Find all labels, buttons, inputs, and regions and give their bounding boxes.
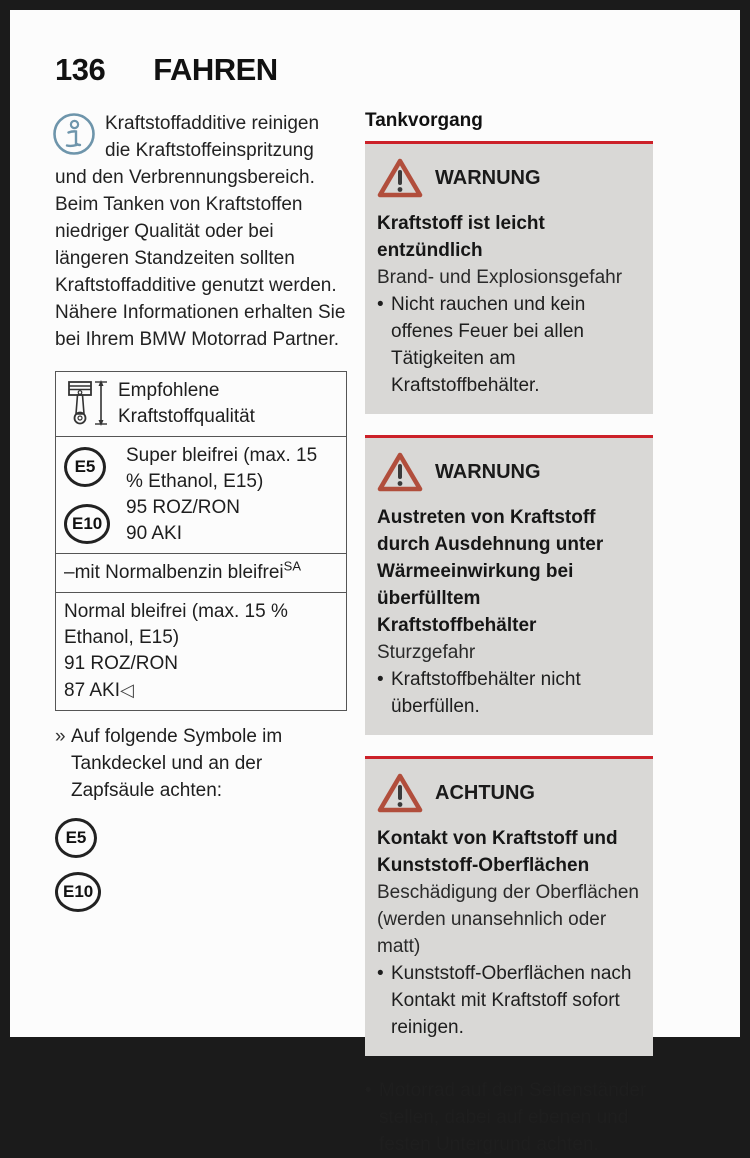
chapter-title: FAHREN: [153, 52, 278, 87]
warning-bullet: [377, 666, 641, 720]
intro-text: Kraftstoffadditive reinigen die Kraftstoffeinspritzung und den Verbrennungsbereich. Beim Tanken von Kraftstoffen niedriger Qualität oder bei längeren Standzeiten sollten Kraftstoffadditive genutzt werden. Nähere Informationen erhalten Sie bei Ihrem BMW Motorrad Partner.: [55, 113, 346, 350]
bullet-text: Nicht rauchen und kein offenes Feuer bei allen Tätigkeiten am Kraftstoffbehälter.: [391, 294, 586, 396]
spec-line: Super bleifrei (max. 15 % Ethanol, E15): [126, 445, 318, 492]
fuel-badge-column: [64, 443, 116, 547]
e10-symbol-icon: E10: [55, 872, 101, 912]
warning-bullet: [377, 291, 641, 399]
spec-line: Normal bleifrei (max. 15 % Ethanol, E15): [64, 601, 288, 648]
e5-badge-icon: E5: [64, 447, 106, 487]
warning-consequence: Sturzgefahr: [377, 642, 476, 663]
note-marker: »: [55, 726, 66, 747]
section-end-marker-icon: ◁: [120, 680, 134, 700]
warning-header: [377, 157, 641, 199]
warning-triangle-icon: [377, 157, 423, 199]
instruction-bullet: [365, 1077, 653, 1158]
warning-title: Kraftstoff ist leicht entzündlich: [377, 213, 545, 261]
warning-consequence: Beschädigung der Oberflächen (werden unansehnlich oder matt): [377, 882, 639, 957]
bullet-dot: •: [365, 1080, 372, 1101]
section-heading: Tankvorgang: [365, 110, 483, 131]
table-row-sa: [56, 553, 346, 592]
intro-paragraph: [55, 110, 347, 353]
caution-box: [365, 756, 653, 1056]
sa-superscript: SA: [283, 558, 301, 574]
warning-label: WARNUNG: [435, 166, 541, 189]
manual-page: [10, 10, 740, 1155]
bullet-dot: •: [377, 294, 384, 315]
spec-line: 95 ROZ/RON: [126, 497, 241, 518]
super-fuel-spec: [126, 443, 338, 547]
warning-header: [377, 451, 641, 493]
note-text: Auf folgende Symbole im Tankdeckel und an der Zapfsäule achten:: [71, 726, 283, 801]
e10-badge-icon: E10: [64, 504, 110, 544]
e5-symbol-icon: E5: [55, 818, 97, 858]
warning-label: WARNUNG: [435, 460, 541, 483]
table-row-header: [56, 372, 346, 436]
page-header: [55, 52, 740, 88]
spec-line: 90 AKI: [126, 523, 182, 544]
warning-title: Kontakt von Kraftstoff und Kunststoff-Oberflächen: [377, 828, 618, 876]
fuel-quality-table: [55, 371, 347, 711]
warning-consequence: Brand- und Explosionsgefahr: [377, 267, 623, 288]
info-icon: [51, 111, 97, 157]
bullet-dot: •: [377, 963, 384, 984]
bullet-text: Kraftstoffbehälter nicht überfüllen.: [391, 669, 581, 717]
warning-box-1: [365, 141, 653, 414]
warning-box-2: [365, 435, 653, 735]
instruction-text: Motorrad auf den Seitenständer stellen, dabei auf ebenen und festen Untergrund achten.: [379, 1080, 647, 1155]
right-column: [365, 110, 653, 1158]
warning-label: ACHTUNG: [435, 781, 535, 804]
warning-triangle-icon: [377, 772, 423, 814]
warning-bullet: [377, 960, 641, 1041]
page-number: 136: [55, 52, 106, 87]
fuel-symbols: [55, 818, 347, 912]
left-column: [55, 110, 347, 1158]
bullet-dot: •: [377, 669, 384, 690]
table-row-normal: [56, 592, 346, 710]
warning-header: [377, 772, 641, 814]
sa-text: –mit Normalbenzin bleifrei: [64, 562, 284, 583]
spec-line: 91 ROZ/RON: [64, 653, 179, 674]
warning-triangle-icon: [377, 451, 423, 493]
table-row-super: [56, 436, 346, 553]
symbols-note: [55, 723, 347, 804]
warning-title: Austreten von Kraftstoff durch Ausdehnung unter Wärmeeinwirkung bei überfülltem Kraftstoffbehälter: [377, 507, 604, 636]
table-header-label: Empfohlene Kraftstoffqualität: [118, 380, 255, 427]
piston-stroke-icon: [64, 378, 108, 428]
bullet-text: Kunststoff-Oberflächen nach Kontakt mit Kraftstoff sofort reinigen.: [391, 963, 632, 1038]
spec-line: 87 AKI◁: [64, 680, 134, 701]
